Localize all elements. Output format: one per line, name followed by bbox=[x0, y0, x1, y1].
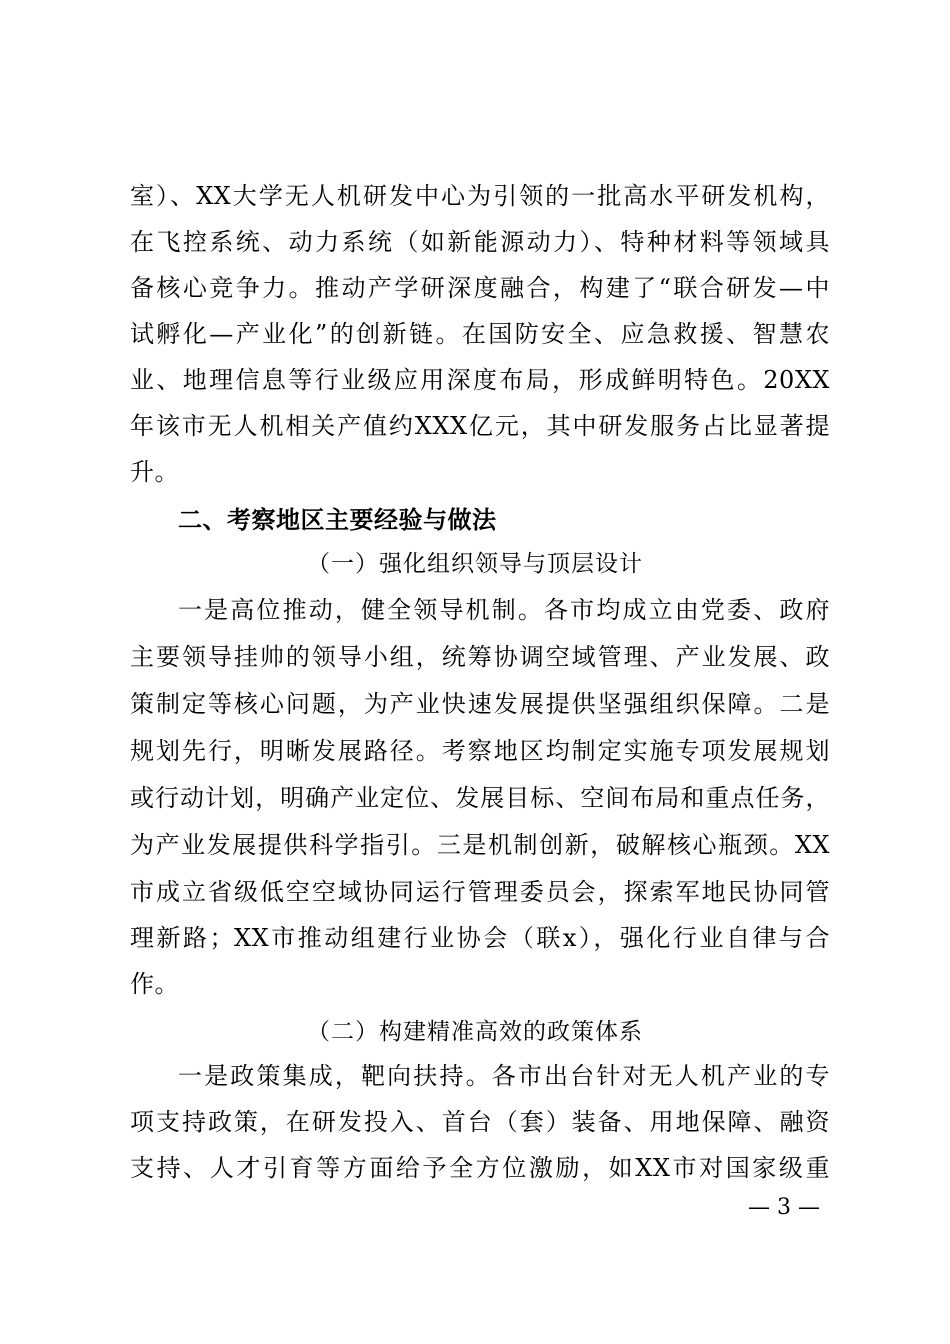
body-text-line: 在飞控系统、动力系统（如新能源动力）、特种材料等领域具 bbox=[130, 228, 830, 256]
body-text-line: 一是高位推动，健全领导机制。各市均成立由党委、政府 bbox=[178, 596, 830, 624]
body-text-line: 为产业发展提供科学指引。三是机制创新，破解核心瓶颈。XX bbox=[130, 831, 830, 859]
body-text-line: 备核心竞争力。推动产学研深度融合，构建了“联合研发—中 bbox=[130, 274, 830, 302]
body-text-line: 年该市无人机相关产值约XXX亿元，其中研发服务占比显著提 bbox=[130, 412, 830, 440]
body-text-line: 支持、人才引育等方面给予全方位激励，如XX市对国家级重 bbox=[130, 1154, 830, 1182]
body-text-line: 主要领导挂帅的领导小组，统筹协调空域管理、产业发展、政 bbox=[130, 643, 830, 671]
body-text-line: 作。 bbox=[130, 970, 179, 998]
body-text-line: 试孵化—产业化”的创新链。在国防安全、应急救援、智慧农 bbox=[130, 320, 830, 348]
page-number: — 3 — bbox=[748, 1195, 820, 1220]
body-text-line: 室）、XX大学无人机研发中心为引领的一批高水平研发机构， bbox=[130, 182, 830, 210]
body-text-line: 一是政策集成，靶向扶持。各市出台针对无人机产业的专 bbox=[178, 1062, 830, 1090]
body-text-line: 规划先行，明晰发展路径。考察地区均制定实施专项发展规划 bbox=[130, 737, 830, 765]
body-text-line: 业、地理信息等行业级应用深度布局，形成鲜明特色。20XX bbox=[130, 366, 830, 394]
body-text-line: 理新路；XX市推动组建行业协会（联x），强化行业自律与合 bbox=[130, 924, 830, 952]
subsection-heading: （二）构建精准高效的政策体系 bbox=[307, 1019, 643, 1045]
body-text-line: 或行动计划，明确产业定位、发展目标、空间布局和重点任务， bbox=[130, 784, 830, 812]
subsection-heading: （一）强化组织领导与顶层设计 bbox=[307, 551, 643, 577]
body-text-line: 升。 bbox=[130, 458, 179, 486]
section-heading: 二、考察地区主要经验与做法 bbox=[178, 506, 497, 534]
body-text-line: 策制定等核心问题，为产业快速发展提供坚强组织保障。二是 bbox=[130, 690, 830, 718]
body-text-line: 市成立省级低空空域协同运行管理委员会，探索军地民协同管 bbox=[130, 878, 830, 906]
body-text-line: 项支持政策，在研发投入、首台（套）装备、用地保障、融资 bbox=[130, 1108, 830, 1136]
